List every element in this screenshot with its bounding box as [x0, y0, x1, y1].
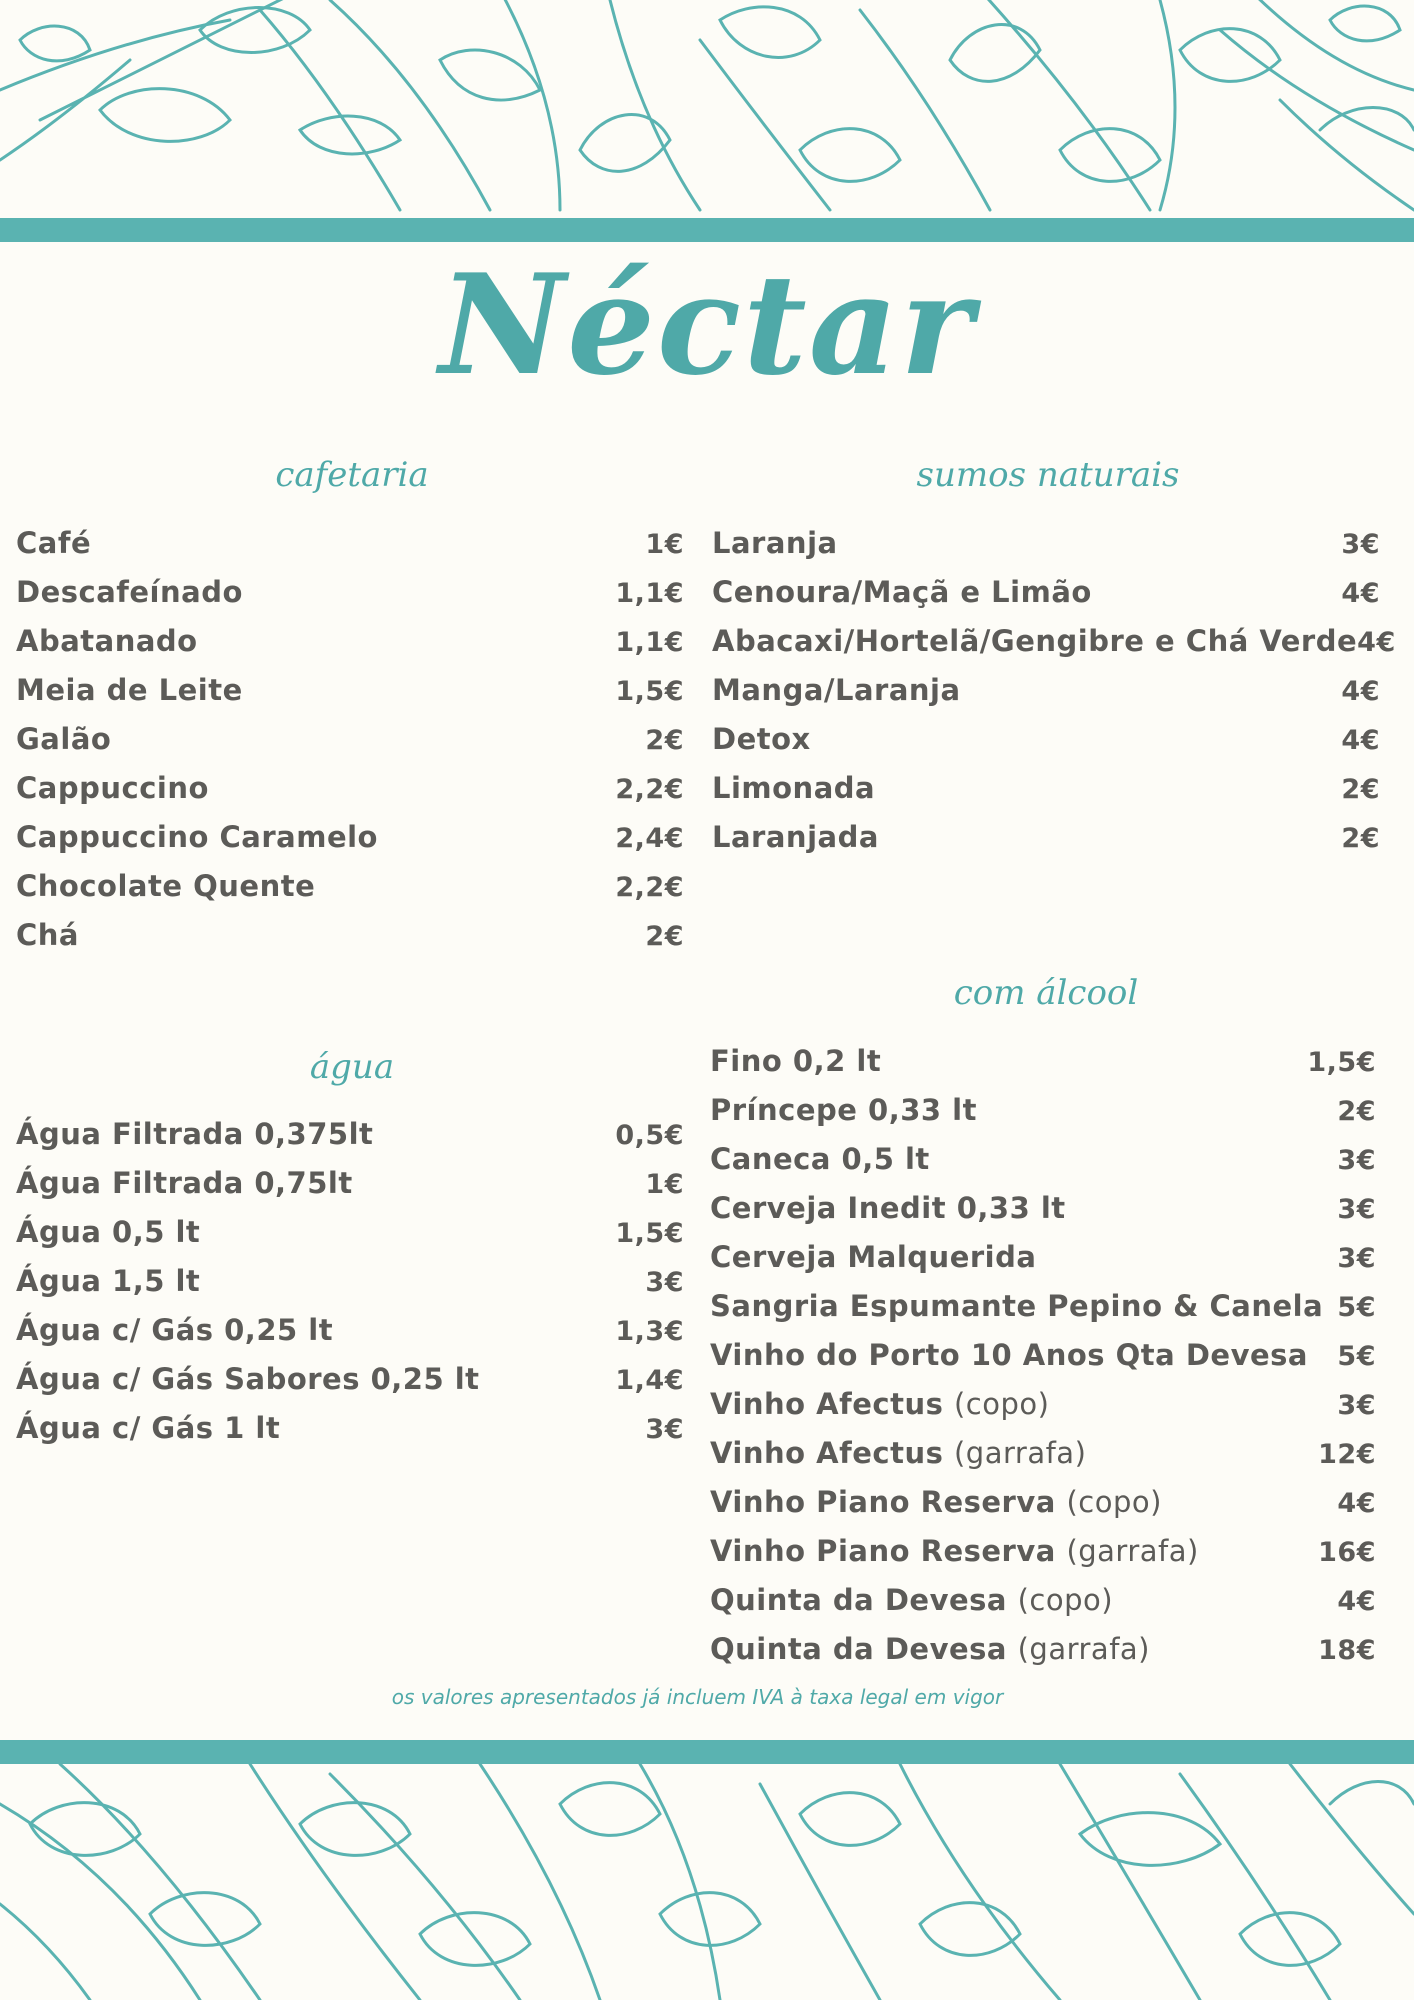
item-name: Água Filtrada 0,75lt: [16, 1166, 353, 1200]
item-name: Sangria Espumante Pepino & Canela: [710, 1289, 1324, 1323]
section-title-sumos: sumos naturais: [916, 455, 1180, 495]
item-name: Vinho Afectus: [710, 1387, 944, 1421]
menu-item: [16, 617, 684, 666]
item-price: 2,4€: [615, 823, 684, 854]
list-alcool: [710, 1037, 1376, 1674]
item-name: Café: [16, 526, 92, 560]
menu-item: [16, 519, 684, 568]
menu-item: [16, 764, 684, 813]
menu-item: [16, 666, 684, 715]
item-price: 5€: [1337, 1292, 1376, 1323]
menu-item: [712, 715, 1380, 764]
menu-item: [16, 813, 684, 862]
list-agua: [16, 1110, 684, 1453]
item-price: 2€: [1341, 823, 1380, 854]
item-price: 1,4€: [615, 1365, 684, 1396]
item-name: Água Filtrada 0,375lt: [16, 1117, 374, 1151]
item-price: 2€: [1337, 1096, 1376, 1127]
item-name: Água 0,5 lt: [16, 1215, 201, 1249]
menu-item: [712, 764, 1380, 813]
item-name: Vinho do Porto 10 Anos Qta Devesa: [710, 1338, 1308, 1372]
menu-item: [712, 666, 1380, 715]
menu-item: [710, 1527, 1376, 1576]
item-note: (copo): [953, 1387, 1050, 1421]
menu-item: [710, 1429, 1376, 1478]
item-name: Vinho Piano Reserva: [710, 1534, 1056, 1568]
item-price: 1,5€: [615, 1218, 684, 1249]
item-note: (garrafa): [1017, 1632, 1150, 1666]
menu-item: [712, 617, 1396, 666]
menu-item: [16, 715, 684, 764]
menu-item: [710, 1331, 1376, 1380]
item-name: Vinho Piano Reserva: [710, 1485, 1056, 1519]
item-name: Quinta da Devesa: [710, 1632, 1007, 1666]
item-name: Laranjada: [712, 820, 879, 854]
section-title-alcool: com álcool: [953, 973, 1139, 1013]
menu-item: [710, 1233, 1376, 1282]
bottom-divider-bar: [0, 1740, 1414, 1764]
item-name: Chá: [16, 918, 79, 952]
menu-item: [710, 1576, 1376, 1625]
item-name: Cappuccino: [16, 771, 209, 805]
section-title-agua: água: [309, 1047, 395, 1087]
item-price: 3€: [645, 1267, 684, 1298]
menu-item: [16, 911, 684, 960]
menu-item: [712, 813, 1380, 862]
item-note: (garrafa): [1066, 1534, 1199, 1568]
item-price: 3€: [1341, 529, 1380, 560]
menu-item: [710, 1478, 1376, 1527]
item-price: 4€: [1337, 1586, 1376, 1617]
item-name: Laranja: [712, 526, 838, 560]
item-name: Cerveja Malquerida: [710, 1240, 1037, 1274]
item-price: 3€: [1337, 1243, 1376, 1274]
item-price: 0,5€: [615, 1120, 684, 1151]
item-price: 1,5€: [615, 676, 684, 707]
item-price: 3€: [1337, 1145, 1376, 1176]
leaf-pattern-bottom: [0, 1764, 1414, 2000]
menu-item: [710, 1184, 1376, 1233]
menu-item: [710, 1037, 1376, 1086]
menu-item: [16, 1355, 684, 1404]
menu-item: [710, 1282, 1376, 1331]
menu-item: [16, 1257, 684, 1306]
item-price: 16€: [1318, 1537, 1376, 1568]
menu-item: [16, 862, 684, 911]
top-divider-bar: [0, 218, 1414, 242]
item-name: Manga/Laranja: [712, 673, 961, 707]
item-price: 4€: [1341, 725, 1380, 756]
item-note: (garrafa): [953, 1436, 1087, 1470]
vat-note: os valores apresentados já incluem IVA à taxa legal em vigor: [391, 1685, 1004, 1709]
menu-item: [16, 1404, 684, 1453]
item-name: Caneca 0,5 lt: [710, 1142, 930, 1176]
item-note: (copo): [1017, 1583, 1114, 1617]
item-name: Príncepe 0,33 lt: [710, 1093, 977, 1127]
item-price: 18€: [1318, 1635, 1376, 1666]
item-price: 1€: [645, 1169, 684, 1200]
menu-item: [710, 1625, 1376, 1674]
item-name: Água c/ Gás 1 lt: [16, 1411, 281, 1445]
item-price: 2,2€: [615, 872, 684, 903]
item-price: 2€: [1341, 774, 1380, 805]
menu-item: [16, 1159, 684, 1208]
item-name: Abacaxi/Hortelã/Gengibre e Chá Verde: [712, 624, 1358, 658]
item-name: Descafeínado: [16, 575, 243, 609]
item-name: Fino 0,2 lt: [710, 1044, 882, 1078]
section-title-cafetaria: cafetaria: [275, 455, 429, 495]
item-name: Água 1,5 lt: [16, 1264, 201, 1298]
item-name: Chocolate Quente: [16, 869, 316, 903]
leaf-pattern-top: [0, 0, 1414, 218]
list-sumos: [712, 519, 1396, 862]
item-price: 1,5€: [1307, 1047, 1376, 1078]
menu-item: [16, 1110, 684, 1159]
item-name: Detox: [712, 722, 811, 756]
item-price: 4€: [1357, 627, 1396, 658]
item-price: 1,1€: [615, 627, 684, 658]
menu-item: [16, 1208, 684, 1257]
item-price: 4€: [1341, 578, 1380, 609]
item-note: (copo): [1066, 1485, 1162, 1519]
item-price: 12€: [1318, 1439, 1376, 1470]
item-name: Galão: [16, 722, 112, 756]
item-name: Cappuccino Caramelo: [16, 820, 378, 854]
item-price: 1,3€: [615, 1316, 684, 1347]
menu-item: [712, 568, 1380, 617]
item-price: 4€: [1341, 676, 1380, 707]
item-name: Cenoura/Maçã e Limão: [712, 575, 1092, 609]
item-price: 2€: [645, 921, 684, 952]
item-price: 2€: [645, 725, 684, 756]
item-price: 3€: [1337, 1194, 1376, 1225]
list-cafetaria: [16, 519, 684, 960]
item-name: Quinta da Devesa: [710, 1583, 1007, 1617]
item-name: Meia de Leite: [16, 673, 243, 707]
item-price: 1,1€: [615, 578, 684, 609]
menu-item: [16, 1306, 684, 1355]
brand-logo: Néctar: [439, 243, 975, 406]
item-name: Abatanado: [16, 624, 198, 658]
item-name: Cerveja Inedit 0,33 lt: [710, 1191, 1066, 1225]
item-price: 4€: [1337, 1488, 1376, 1519]
item-price: 2,2€: [615, 774, 684, 805]
item-price: 3€: [1337, 1390, 1376, 1421]
item-name: Vinho Afectus: [710, 1436, 944, 1470]
item-price: 1€: [645, 529, 684, 560]
item-name: Limonada: [712, 771, 876, 805]
item-name: Água c/ Gás 0,25 lt: [16, 1313, 334, 1347]
item-name: Água c/ Gás Sabores 0,25 lt: [16, 1362, 480, 1396]
menu-item: [710, 1086, 1376, 1135]
item-price: 5€: [1337, 1341, 1376, 1372]
menu-item: [710, 1380, 1376, 1429]
menu-item: [16, 568, 684, 617]
menu-item: [710, 1135, 1376, 1184]
menu-item: [712, 519, 1380, 568]
item-price: 3€: [645, 1414, 684, 1445]
